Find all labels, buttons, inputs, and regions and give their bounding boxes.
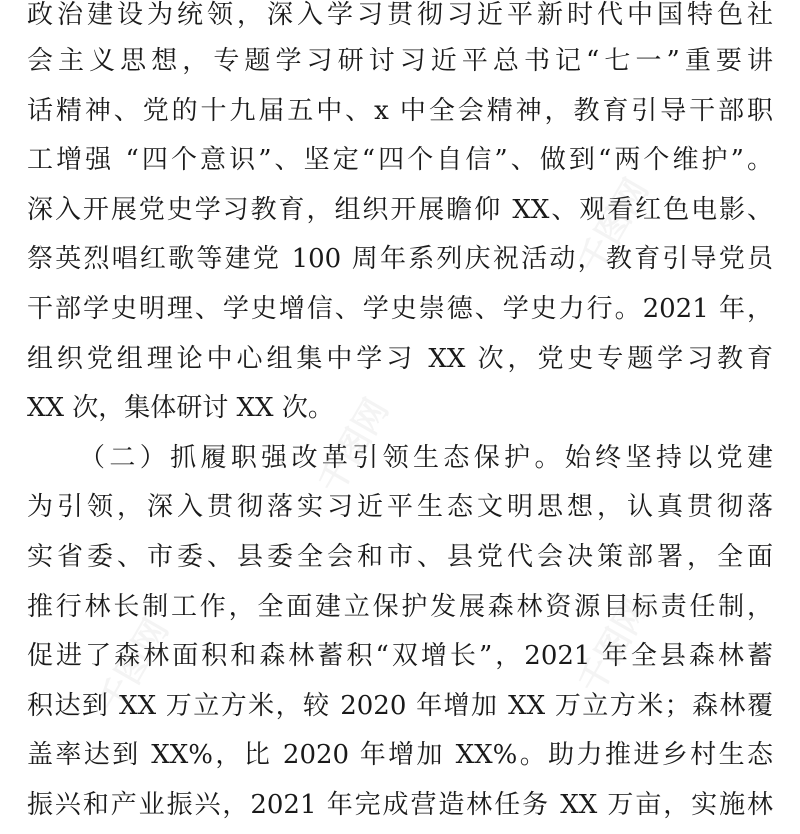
text-line-5: 深入开展党史学习教育，组织开展瞻仰 XX、观看红色电影、	[27, 195, 773, 225]
text-line-12: 实省委、市委、县委全会和市、县党代会决策部署，全面	[27, 542, 773, 572]
watermark-text: 千图网	[91, 612, 177, 721]
watermark-text: 千图网	[311, 392, 397, 501]
text-line-14: 促进了森林面积和森林蓄积“双增长”，2021 年全县森林蓄	[27, 641, 773, 671]
section-heading-line: （二）抓履职强改革引领生态保护。始终坚持以党建	[79, 443, 773, 473]
text-line-11: 为引领，深入贯彻落实习近平生态文明思想，认真贯彻落	[27, 492, 773, 522]
text-line-2: 会主义思想，专题学习研讨习近平总书记“七一”重要讲	[27, 46, 773, 76]
text-line-13: 推行林长制工作，全面建立保护发展森林资源目标责任制，	[27, 592, 773, 622]
text-line-15: 积达到 XX 万立方米，较 2020 年增加 XX 万立方米；森林覆	[27, 691, 773, 721]
text-line-4: 工增强 “四个意识”、坚定“四个自信”、做到“两个维护”。	[27, 145, 773, 175]
text-line-7: 干部学史明理、学史增信、学史崇德、学史力行。2021 年，	[27, 294, 773, 324]
text-line-8: 组织党组理论中心组集中学习 XX 次，党史专题学习教育	[27, 344, 773, 374]
watermark-text: 千图网	[571, 172, 657, 281]
text-line-3: 话精神、党的十九届五中、x 中全会精神，教育引导干部职	[27, 96, 773, 126]
text-line-16: 盖率达到 XX%，比 2020 年增加 XX%。助力推进乡村生态	[27, 740, 773, 770]
text-line-9: XX 次，集体研讨 XX 次。	[27, 393, 334, 423]
watermark-text: 千图网	[571, 592, 657, 701]
text-line-6: 祭英烈唱红歌等建党 100 周年系列庆祝活动，教育引导党员	[27, 244, 773, 274]
text-line-1: 政治建设为统领，深入学习贯彻习近平新时代中国特色社	[27, 0, 773, 30]
text-line-17: 振兴和产业振兴，2021 年完成营造林任务 XX 万亩，实施林	[27, 790, 773, 820]
